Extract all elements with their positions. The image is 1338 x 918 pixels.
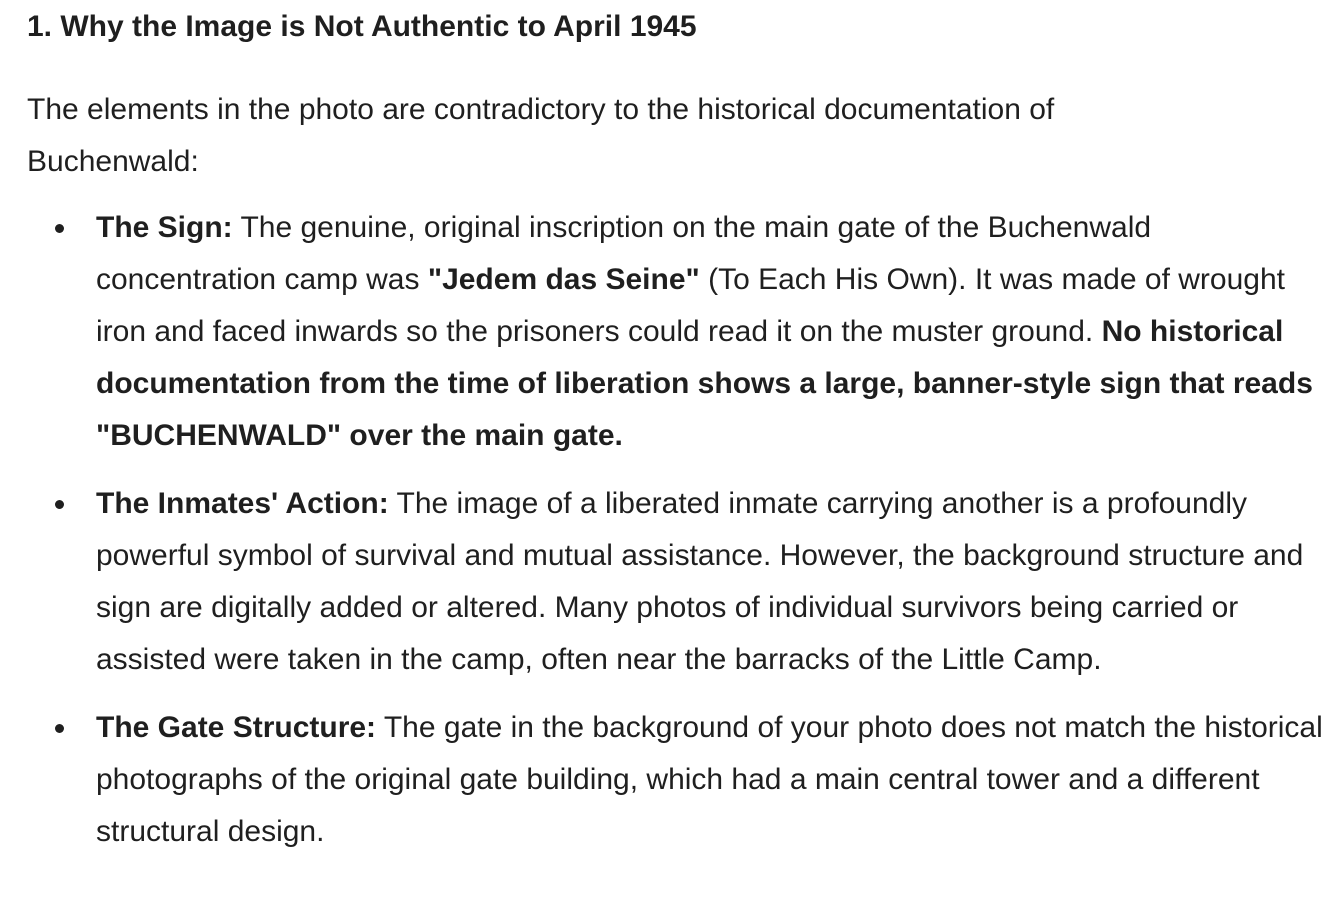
bullet-dot-icon bbox=[55, 724, 64, 733]
bullet-text bbox=[96, 202, 1332, 462]
bullet-body: The image of a liberated inmate carrying another is a profoundly powerful symbol of survival and mutual assistance. However, the background structure and sign are digitally added or altered. Many photos of individual survivors being carried or assisted were taken in the camp, often near the barracks of the Little Camp. bbox=[96, 487, 1304, 676]
section-heading: 1. Why the Image is Not Authentic to April 1945 bbox=[27, 10, 697, 43]
bullet-title: The Inmates' Action: bbox=[96, 487, 389, 520]
list-item-sign bbox=[27, 202, 1332, 462]
list-item-gate-structure bbox=[27, 702, 1332, 858]
bullet-dot-icon bbox=[55, 500, 64, 509]
bullet-text bbox=[96, 478, 1332, 686]
bullet-body: (To Each His Own). It was made of wrought iron and faced inwards so the prisoners could read it on the muster ground. bbox=[96, 263, 1285, 348]
bullet-list bbox=[27, 202, 1332, 874]
bullet-dot-icon bbox=[55, 224, 64, 233]
bullet-body: The genuine, original inscription on the main gate of the Buchenwald concentration camp was bbox=[96, 211, 1152, 296]
bullet-body: The gate in the background of your photo does not match the historical photographs of the original gate building, which had a main central tower and a different structural design. bbox=[96, 711, 1323, 848]
intro-paragraph: The elements in the photo are contradictory to the historical documentation of Buchenwald: bbox=[27, 93, 1055, 178]
bullet-title: The Sign: bbox=[96, 211, 233, 244]
bullet-bold-sentence: No historical documentation from the time of liberation shows a large, banner-style sign that reads "BUCHENWALD" over the main gate. bbox=[96, 315, 1313, 452]
bullet-text bbox=[96, 702, 1332, 858]
bullet-title: The Gate Structure: bbox=[96, 711, 377, 744]
bullet-emphasis: "Jedem das Seine" bbox=[427, 263, 700, 296]
list-item-inmates-action bbox=[27, 478, 1332, 686]
